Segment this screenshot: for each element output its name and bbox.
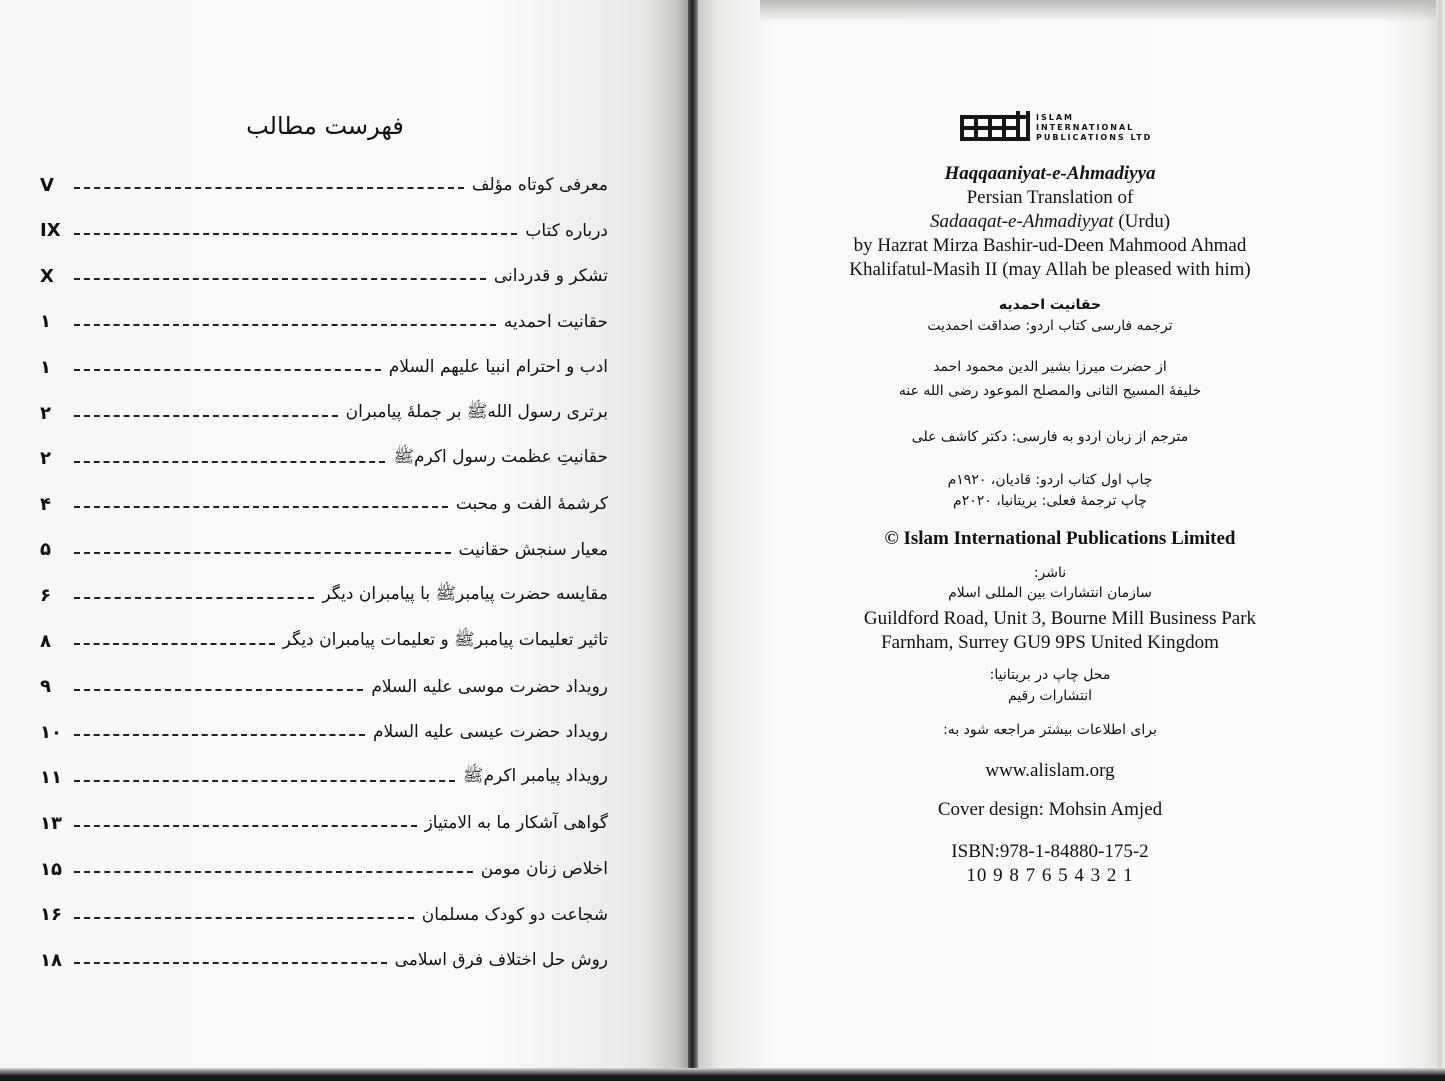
toc-entry [40, 398, 608, 428]
toc-entry-title: گواهی آشکار ما به الامتیاز [424, 813, 608, 834]
website: www.alislam.org [985, 760, 1115, 781]
toc-leader-dashes [74, 825, 417, 827]
toc-entry-title: رویداد حضرت موسی علیه السلام [371, 676, 608, 697]
toc-page-number: IX [40, 220, 61, 242]
isbn: ISBN:978-1-84880-175-2 [951, 841, 1149, 862]
toc-entry-title: کرشمهٔ الفت و محبت [455, 494, 608, 515]
toc-entry [40, 717, 608, 747]
toc-entry-title: معرفی کوتاه مؤلف [471, 175, 608, 195]
toc-entry-title: مقایسه حضرت پیامبرﷺ با پیامبران دیگر [322, 583, 608, 604]
toc-page-number: ۶ [40, 584, 51, 606]
toc-leader-dashes [74, 506, 448, 508]
printer-fa: انتشارات رقیم [1007, 688, 1093, 704]
subtitle-fa: ترجمه فارسی کتاب اردو: صداقت احمدیت [927, 318, 1173, 334]
toc-page-number: X [40, 265, 54, 287]
publisher-fa: سازمان انتشارات بین المللی اسلام [948, 585, 1152, 601]
toc-entry [40, 489, 608, 519]
toc-entry [40, 307, 608, 337]
toc-entry-title: رویداد پیامبر اکرمﷺ [462, 766, 608, 787]
toc-entry-title: تشکر و قدردانی [493, 266, 608, 287]
subtitle-en: Persian Translation of [966, 187, 1134, 208]
toc-entry [40, 352, 608, 382]
publisher-logo [960, 108, 1170, 148]
toc-entry [40, 808, 608, 838]
title-en: Haqqaaniyat-e-Ahmadiyya [944, 163, 1156, 184]
toc-page-number: ۲ [40, 448, 51, 470]
toc-leader-dashes [74, 780, 455, 782]
toc-page-number: ۱۸ [40, 949, 62, 971]
toc-entry [40, 900, 608, 930]
first-edition-fa: چاپ اول کتاب اردو: قادیان، ۱۹۲۰م [947, 472, 1153, 488]
toc-leader-dashes [74, 597, 314, 599]
address-line2: Farnham, Surrey GU9 9PS United Kingdom [881, 632, 1219, 653]
toc-entry [40, 216, 608, 246]
toc-page-number: ۵ [40, 539, 51, 561]
book-gutter [688, 0, 698, 1081]
printed-label-fa: محل چاپ در بریتانیا: [989, 667, 1111, 683]
toc-entry [40, 261, 608, 291]
toc-leader-dashes [74, 689, 363, 691]
cover-design: Cover design: Mohsin Amjed [937, 799, 1163, 820]
toc-leader-dashes [74, 962, 387, 964]
toc-entry [40, 535, 608, 565]
print-line: 10 9 8 7 6 5 4 3 2 1 [966, 865, 1134, 886]
toc-page-number: ۸ [40, 630, 51, 652]
toc-entry-title: حقانیتِ عظمت رسول اکرمﷺ [393, 447, 608, 468]
copyright: © Islam International Publications Limited [884, 528, 1236, 549]
toc-entry-title: درباره کتاب [525, 220, 608, 241]
toc-leader-dashes [74, 917, 414, 919]
toc-page-number: ۹ [40, 676, 51, 698]
toc-leader-dashes [74, 415, 338, 417]
toc-leader-dashes [74, 461, 385, 463]
author-en: by Hazrat Mirza Bashir-ud-Deen Mahmood Ahmad [853, 235, 1247, 256]
toc-leader-dashes [74, 187, 464, 189]
toc-entry-title: شجاعت دو کودک مسلمان [421, 904, 608, 925]
toc-entry-title: معیار سنجش حقانیت [458, 539, 608, 560]
page-edge [1436, 0, 1445, 1081]
publisher-label-fa: ناشر: [1033, 565, 1067, 581]
toc-page-number: ۱ [40, 356, 51, 378]
toc-entry-title: برتری رسول اللهﷺ بر جملهٔ پیامبران [345, 401, 608, 422]
toc-leader-dashes [74, 871, 473, 873]
toc-page-number: ۴ [40, 493, 51, 515]
address-line1: Guildford Road, Unit 3, Bourne Mill Business Park [863, 608, 1257, 629]
toc-entry-title: ادب و احترام انبیا علیهم السلام [388, 357, 608, 378]
kufic-logo-icon [960, 111, 1030, 145]
toc-leader-dashes [74, 324, 496, 326]
toc-leader-dashes [74, 734, 365, 736]
toc-page-number: ۱۳ [40, 812, 62, 834]
toc-entry [40, 854, 608, 884]
toc-entry-title: تاثیر تعلیمات پیامبرﷺ و تعلیمات پیامبران دیگر [282, 629, 608, 650]
toc-page-number: ۱۵ [40, 858, 62, 880]
logo-text: ISLAM INTERNATIONAL PUBLICATIONS LTD [1036, 113, 1153, 142]
toc-page-number: V [40, 174, 54, 196]
toc-entry-title: اخلاص زنان مومن [480, 859, 608, 879]
toc-leader-dashes [74, 369, 381, 371]
toc-entry [40, 945, 608, 975]
toc-title: فهرست مطالب [246, 112, 404, 140]
author-title-fa: خلیفهٔ المسیح الثانی والمصلح الموعود رضی الله عنه [898, 383, 1202, 399]
toc-leader-dashes [74, 278, 486, 280]
toc-leader-dashes [74, 552, 451, 554]
toc-entry [40, 626, 608, 656]
toc-page-number: ۱۰ [40, 721, 62, 743]
author-title-en: Khalifatul-Masih II (may Allah be pleased with him) [849, 259, 1251, 280]
toc-page-number: ۱۱ [40, 767, 62, 789]
toc-entry [40, 170, 608, 200]
toc-entry-title: رویداد حضرت عیسی علیه السلام [373, 722, 608, 743]
toc-page-number: ۱ [40, 311, 51, 333]
title-fa: حقانیت احمدیه [998, 297, 1102, 313]
toc-page-number: ۱۶ [40, 904, 62, 926]
more-info-fa: برای اطلاعات بیشتر مراجعه شود به: [943, 722, 1157, 738]
toc-entry [40, 444, 608, 474]
original-title-en: Sadaaqat-e-Ahmadiyyat (Urdu) [929, 211, 1171, 232]
toc-page-number: ۲ [40, 402, 51, 424]
current-edition-fa: چاپ ترجمهٔ فعلی: بریتانیا، ۲۰۲۰م [953, 493, 1147, 509]
scan-bottom-edge [0, 1068, 1445, 1081]
toc-entry-title: روش حل اختلاف فرق اسلامی [394, 950, 608, 971]
toc-entry-title: حقانیت احمدیه [503, 311, 608, 332]
author-fa: از حضرت میرزا بشیر الدین محمود احمد [933, 359, 1167, 375]
toc-entry [40, 763, 608, 793]
translator-fa: مترجم از زبان اردو به فارسی: دکتر کاشف علی [911, 429, 1189, 445]
toc-leader-dashes [74, 643, 275, 645]
top-shadow [760, 0, 1440, 22]
toc-entry [40, 580, 608, 610]
toc-leader-dashes [74, 233, 517, 235]
toc-entry [40, 672, 608, 702]
